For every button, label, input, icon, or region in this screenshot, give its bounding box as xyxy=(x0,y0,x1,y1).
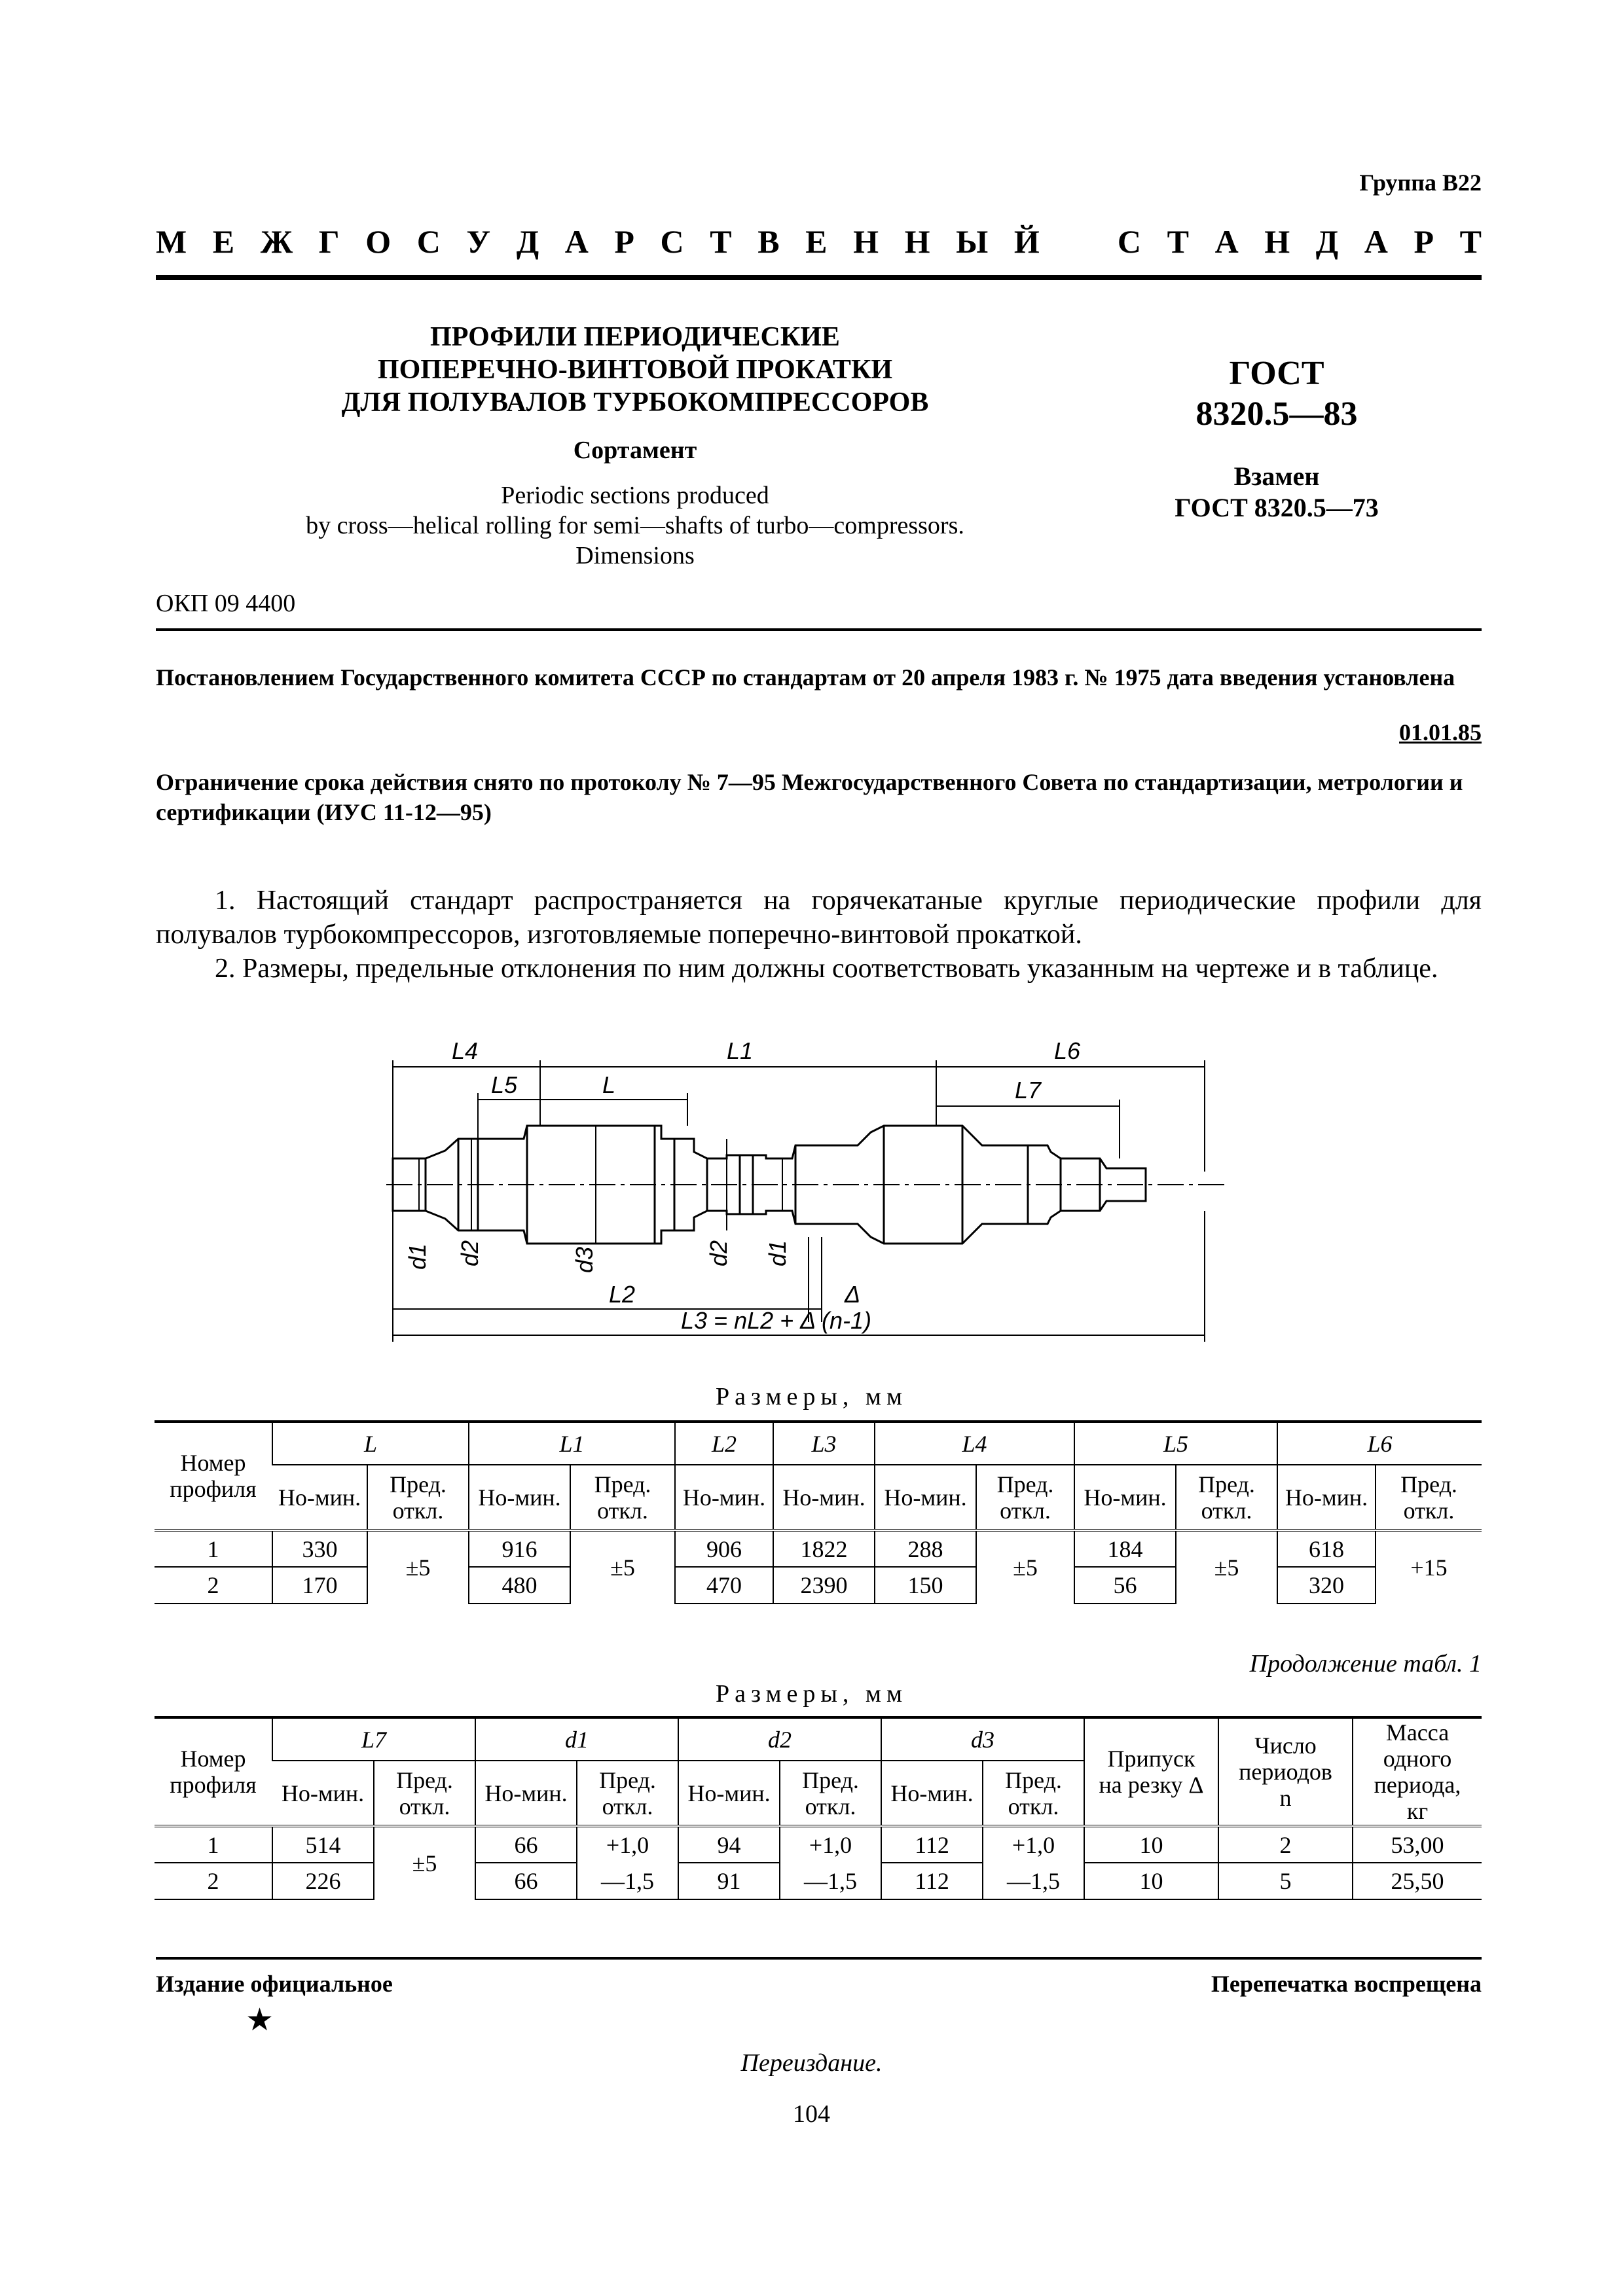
header-letter: Н xyxy=(1264,223,1290,260)
cell-d3: 112 xyxy=(881,1863,983,1899)
nominal-header: Но-мин. xyxy=(272,1761,374,1826)
cell-d2-dev: +1,0 xyxy=(780,1826,881,1863)
cell-l1: 916 xyxy=(469,1530,570,1567)
title-block xyxy=(242,321,1028,571)
cell-l7: 226 xyxy=(272,1863,374,1899)
cell-l: 330 xyxy=(272,1530,367,1567)
cell-periods: 5 xyxy=(1218,1863,1353,1899)
cell-l: 170 xyxy=(272,1567,367,1604)
english-title-line-3: Dimensions xyxy=(575,542,695,569)
cell-d3-dev: +1,0 xyxy=(983,1826,1084,1863)
nominal-header: Но-мин. xyxy=(469,1465,570,1530)
decree-text: Постановлением Государственного комитета СССР по стандартам от 20 апреля 1983 г. № 1975 дата введения установлена xyxy=(156,664,1455,691)
cell-mass: 25,50 xyxy=(1353,1863,1482,1899)
nominal-header: Но-мин. xyxy=(1074,1465,1176,1530)
col-group-l2: L2 xyxy=(675,1422,773,1465)
subtitle: Сортамент xyxy=(573,437,697,464)
header-letter: С xyxy=(660,223,684,260)
header-letter: Й xyxy=(1013,223,1040,260)
table-row: 1 xyxy=(155,1530,272,1567)
dim-label-d1-second: d1 xyxy=(764,1240,791,1266)
dim-label-l2: L2 xyxy=(609,1281,636,1308)
dim-label-delta: Δ xyxy=(845,1281,861,1308)
cell-d3-dev: —1,5 xyxy=(983,1863,1084,1899)
title-line-3: ДЛЯ ПОЛУВАЛОВ ТУРБОКОМПРЕССОРОВ xyxy=(341,387,929,418)
header-letter: Д xyxy=(516,223,539,260)
english-title-line-1: Periodic sections produced xyxy=(501,482,769,509)
cell-l2: 470 xyxy=(675,1567,773,1604)
page-number: 104 xyxy=(793,2100,830,2128)
header-letter: Т xyxy=(1167,223,1189,260)
cell-l4: 288 xyxy=(875,1530,976,1567)
nominal-header: Но-мин. xyxy=(675,1465,773,1530)
paragraph-1: 1. Настоящий стандарт распространяется на горячекатаные круглые периодические профили для полувалов турбокомпрессоров, изготовляемые поперечно-винтовой прокаткой. xyxy=(156,886,1482,950)
shaft-drawing xyxy=(373,1041,1250,1368)
cell-allowance: 10 xyxy=(1084,1863,1218,1899)
cell-l5: 184 xyxy=(1074,1530,1176,1567)
header-letter: Ж xyxy=(260,223,293,260)
header-letter: Д xyxy=(1315,223,1339,260)
deviation-header: Пред. откл. xyxy=(577,1761,678,1826)
dim-label-l3-formula: L3 = nL2 + Δ (n-1) xyxy=(681,1307,871,1334)
col-group-d3: d3 xyxy=(881,1717,1084,1761)
dim-label-d2: d2 xyxy=(456,1240,483,1266)
group-label: Группа В22 xyxy=(1359,170,1482,196)
col-group-d2: d2 xyxy=(678,1717,881,1761)
header-letter: О xyxy=(365,223,392,260)
continuation-label: Продолжение табл. 1 xyxy=(1249,1650,1482,1677)
header-letter: Т xyxy=(1459,223,1482,260)
replace-number: ГОСТ 8320.5—73 xyxy=(1175,493,1379,522)
cell-d2: 94 xyxy=(678,1826,780,1863)
header-letter: А xyxy=(1214,223,1239,260)
cell-l1: 480 xyxy=(469,1567,570,1604)
table1-caption: Размеры, мм xyxy=(715,1383,907,1410)
title-line-2: ПОПЕРЕЧНО-ВИНТОВОЙ ПРОКАТКИ xyxy=(377,355,893,385)
col-group-l3: L3 xyxy=(773,1422,875,1465)
table-row: 2 xyxy=(155,1863,272,1899)
cell-d2: 91 xyxy=(678,1863,780,1899)
cell-l5-dev: ±5 xyxy=(1176,1530,1277,1604)
header-letter: Е xyxy=(212,223,235,260)
introduction-date: 01.01.85 xyxy=(1399,719,1482,745)
dim-label-d2-second: d2 xyxy=(705,1240,732,1266)
cell-l1-dev: ±5 xyxy=(570,1530,675,1604)
dim-label-l1: L1 xyxy=(727,1041,754,1064)
dim-label-d1: d1 xyxy=(404,1243,431,1270)
cell-d1-dev: —1,5 xyxy=(577,1863,678,1899)
col-group-l6: L6 xyxy=(1277,1422,1482,1465)
cell-l7: 514 xyxy=(272,1826,374,1863)
title-line-1: ПРОФИЛИ ПЕРИОДИЧЕСКИЕ xyxy=(430,322,840,352)
mass-header: Масса одного периода, кг xyxy=(1353,1717,1482,1826)
col-group-l4: L4 xyxy=(875,1422,1074,1465)
gost-number: 8320.5—83 xyxy=(1195,395,1358,433)
col-group-l1: L1 xyxy=(469,1422,675,1465)
paragraph-2: 2. Размеры, предельные отклонения по ним должны соответствовать указанным на чертеже и в таблице. xyxy=(215,954,1438,984)
cell-l7-dev: ±5 xyxy=(374,1826,475,1899)
header-letter: А xyxy=(564,223,589,260)
sizes-table-1 xyxy=(155,1420,1482,1604)
deviation-header: Пред. откл. xyxy=(983,1761,1084,1826)
cell-l2: 906 xyxy=(675,1530,773,1567)
header-letter: Н xyxy=(853,223,879,260)
english-title xyxy=(242,480,1028,571)
table2-caption: Размеры, мм xyxy=(715,1680,907,1708)
cell-l4-dev: ±5 xyxy=(976,1530,1074,1604)
header-letter: Р xyxy=(614,223,634,260)
cell-l4: 150 xyxy=(875,1567,976,1604)
cell-d2-dev: —1,5 xyxy=(780,1863,881,1899)
deviation-header: Пред. откл. xyxy=(780,1761,881,1826)
cell-periods: 2 xyxy=(1218,1826,1353,1863)
gost-label: ГОСТ xyxy=(1229,355,1324,392)
header-letter: Т xyxy=(710,223,732,260)
english-title-line-2: by cross—helical rolling for semi—shafts of turbo—compressors. xyxy=(306,512,964,539)
header-rule xyxy=(156,275,1482,280)
nominal-header: Но-мин. xyxy=(475,1761,577,1826)
header-letter: В xyxy=(757,223,780,260)
nominal-header: Но-мин. xyxy=(881,1761,983,1826)
nominal-header: Но-мин. xyxy=(678,1761,780,1826)
deviation-header: Пред. откл. xyxy=(976,1465,1074,1530)
col-group-d1: d1 xyxy=(475,1717,678,1761)
reissue-label: Переиздание. xyxy=(740,2049,883,2077)
nominal-header: Но-мин. xyxy=(272,1465,367,1530)
header-letter: М xyxy=(156,223,187,260)
deviation-header: Пред. откл. xyxy=(1376,1465,1482,1530)
deviation-header: Пред. откл. xyxy=(367,1465,469,1530)
table-row: 1 xyxy=(155,1826,272,1863)
standard-header xyxy=(156,223,1482,260)
cell-d1: 66 xyxy=(475,1826,577,1863)
cell-d1: 66 xyxy=(475,1863,577,1899)
cell-l6: 618 xyxy=(1277,1530,1376,1567)
nominal-header: Но-мин. xyxy=(773,1465,875,1530)
cell-l-dev: ±5 xyxy=(367,1530,469,1604)
periods-header: Число периодов n xyxy=(1218,1717,1353,1826)
profile-number-header: Номер профиля xyxy=(155,1422,272,1530)
cell-l6: 320 xyxy=(1277,1567,1376,1604)
header-letter: Е xyxy=(805,223,828,260)
dim-label-d3: d3 xyxy=(571,1246,598,1273)
header-letter: У xyxy=(466,223,491,260)
cell-l5: 56 xyxy=(1074,1567,1176,1604)
header-letter: Г xyxy=(318,223,340,260)
dim-label-l6: L6 xyxy=(1054,1041,1081,1064)
nominal-header: Но-мин. xyxy=(1277,1465,1376,1530)
edition-label: Издание официальное xyxy=(156,1971,393,1997)
header-gap xyxy=(1065,223,1091,260)
cell-d3: 112 xyxy=(881,1826,983,1863)
limitation-text: Ограничение срока действия снято по протоколу № 7—95 Межгосударственного Совета по стандартизации, метрологии и сертификации (ИУС 11-12—95) xyxy=(156,769,1463,825)
replace-label: Взамен xyxy=(1233,461,1320,491)
cell-l3: 2390 xyxy=(773,1567,875,1604)
deviation-header: Пред. откл. xyxy=(374,1761,475,1826)
dim-label-l4: L4 xyxy=(452,1041,479,1064)
reprint-label: Перепечатка воспрещена xyxy=(1211,1971,1482,1997)
okp-rule xyxy=(156,628,1482,631)
deviation-header: Пред. откл. xyxy=(570,1465,675,1530)
footer-rule xyxy=(156,1957,1482,1960)
cell-l6-dev: +15 xyxy=(1376,1530,1482,1604)
col-group-l7: L7 xyxy=(272,1717,475,1761)
header-letter: Р xyxy=(1413,223,1434,260)
col-group-l5: L5 xyxy=(1074,1422,1277,1465)
cell-d1-dev: +1,0 xyxy=(577,1826,678,1863)
sizes-table-2 xyxy=(155,1716,1482,1900)
header-letter: С xyxy=(416,223,441,260)
cell-mass: 53,00 xyxy=(1353,1826,1482,1863)
star-icon: ★ xyxy=(246,2003,274,2037)
header-letter: А xyxy=(1364,223,1388,260)
dim-label-l5: L5 xyxy=(491,1071,518,1098)
col-group-l: L xyxy=(272,1422,469,1465)
cell-allowance: 10 xyxy=(1084,1826,1218,1863)
header-letter: Н xyxy=(904,223,930,260)
allowance-header: Припуск на резку Δ xyxy=(1084,1717,1218,1826)
gost-block xyxy=(1113,353,1440,524)
dim-label-l: L xyxy=(602,1071,616,1098)
cell-l3: 1822 xyxy=(773,1530,875,1567)
okp-code: ОКП 09 4400 xyxy=(156,590,296,617)
header-letter: Ы xyxy=(956,223,989,260)
header-letter: С xyxy=(1117,223,1142,260)
nominal-header: Но-мин. xyxy=(875,1465,976,1530)
profile-number-header: Номер профиля xyxy=(155,1717,272,1826)
dim-label-l7: L7 xyxy=(1015,1077,1042,1103)
deviation-header: Пред. откл. xyxy=(1176,1465,1277,1530)
table-row: 2 xyxy=(155,1567,272,1604)
